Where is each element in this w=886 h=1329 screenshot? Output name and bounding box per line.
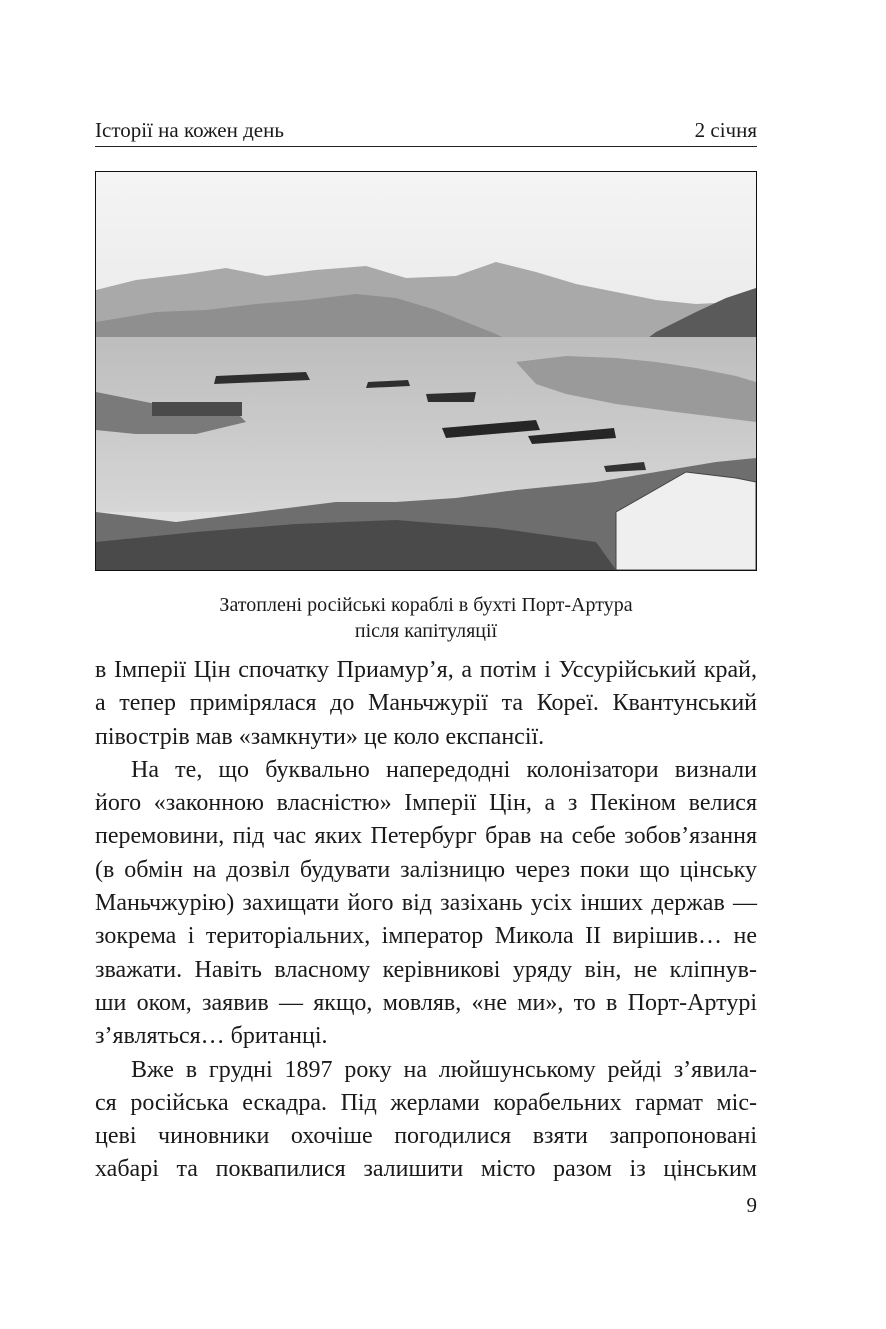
text-line: його «законною власністю» Імперії Цін, а з Пекіном велися [95, 790, 757, 817]
harbor-photograph [95, 171, 757, 571]
body-text [95, 654, 757, 1187]
text-line: перемовини, під час яких Петербург брав на себе зобов’язання [95, 823, 757, 850]
caption-line: після капітуляції [354, 620, 498, 642]
running-head [95, 116, 757, 147]
text-line: Маньчжурію) захищати його від зазіхань усіх інших держав — [95, 890, 757, 917]
text-line: зокрема і територіальних, імператор Микола ІІ вирішив… не [95, 923, 757, 950]
figure-caption [95, 592, 757, 644]
text-line: півострів мав «замкнути» це коло експансії. [95, 723, 545, 750]
text-line: На те, що буквально напередодні колонізатори визнали [131, 756, 757, 783]
text-line: зважати. Навіть власному керівникові уряду він, не кліпнув- [95, 956, 757, 983]
text-line: ши оком, заявив — якщо, мовляв, «не ми», то в Порт-Артурі [95, 989, 757, 1016]
text-line: в Імперії Цін спочатку Приамур’я, а потім і Уссурійський край, [95, 657, 757, 683]
text-line: ся російська ескадра. Під жерлами корабельних гармат міс- [95, 1089, 757, 1116]
text-line: з’являться… британці. [95, 1023, 328, 1050]
text-line: хабарі та поквапилися залишити місто разом із цінським [95, 1156, 757, 1183]
text-line: цеві чиновники охочіше погодилися взяти запропоновані [95, 1123, 757, 1150]
book-title: Історії на кожен день [95, 118, 284, 142]
warehouse-left [152, 402, 242, 416]
text-line: Вже в грудні 1897 року на люйшунському рейді з’явила- [131, 1056, 757, 1083]
page-number: 9 [746, 1193, 757, 1217]
text-line: а тепер примірялася до Маньчжурії та Кореї. Квантунський [95, 690, 757, 717]
chapter-date: 2 січня [694, 118, 757, 142]
text-line: (в обмін на дозвіл будувати залізницю через поки що цінську [95, 856, 757, 883]
caption-line: Затоплені російські кораблі в бухті Порт-Артура [219, 594, 633, 616]
